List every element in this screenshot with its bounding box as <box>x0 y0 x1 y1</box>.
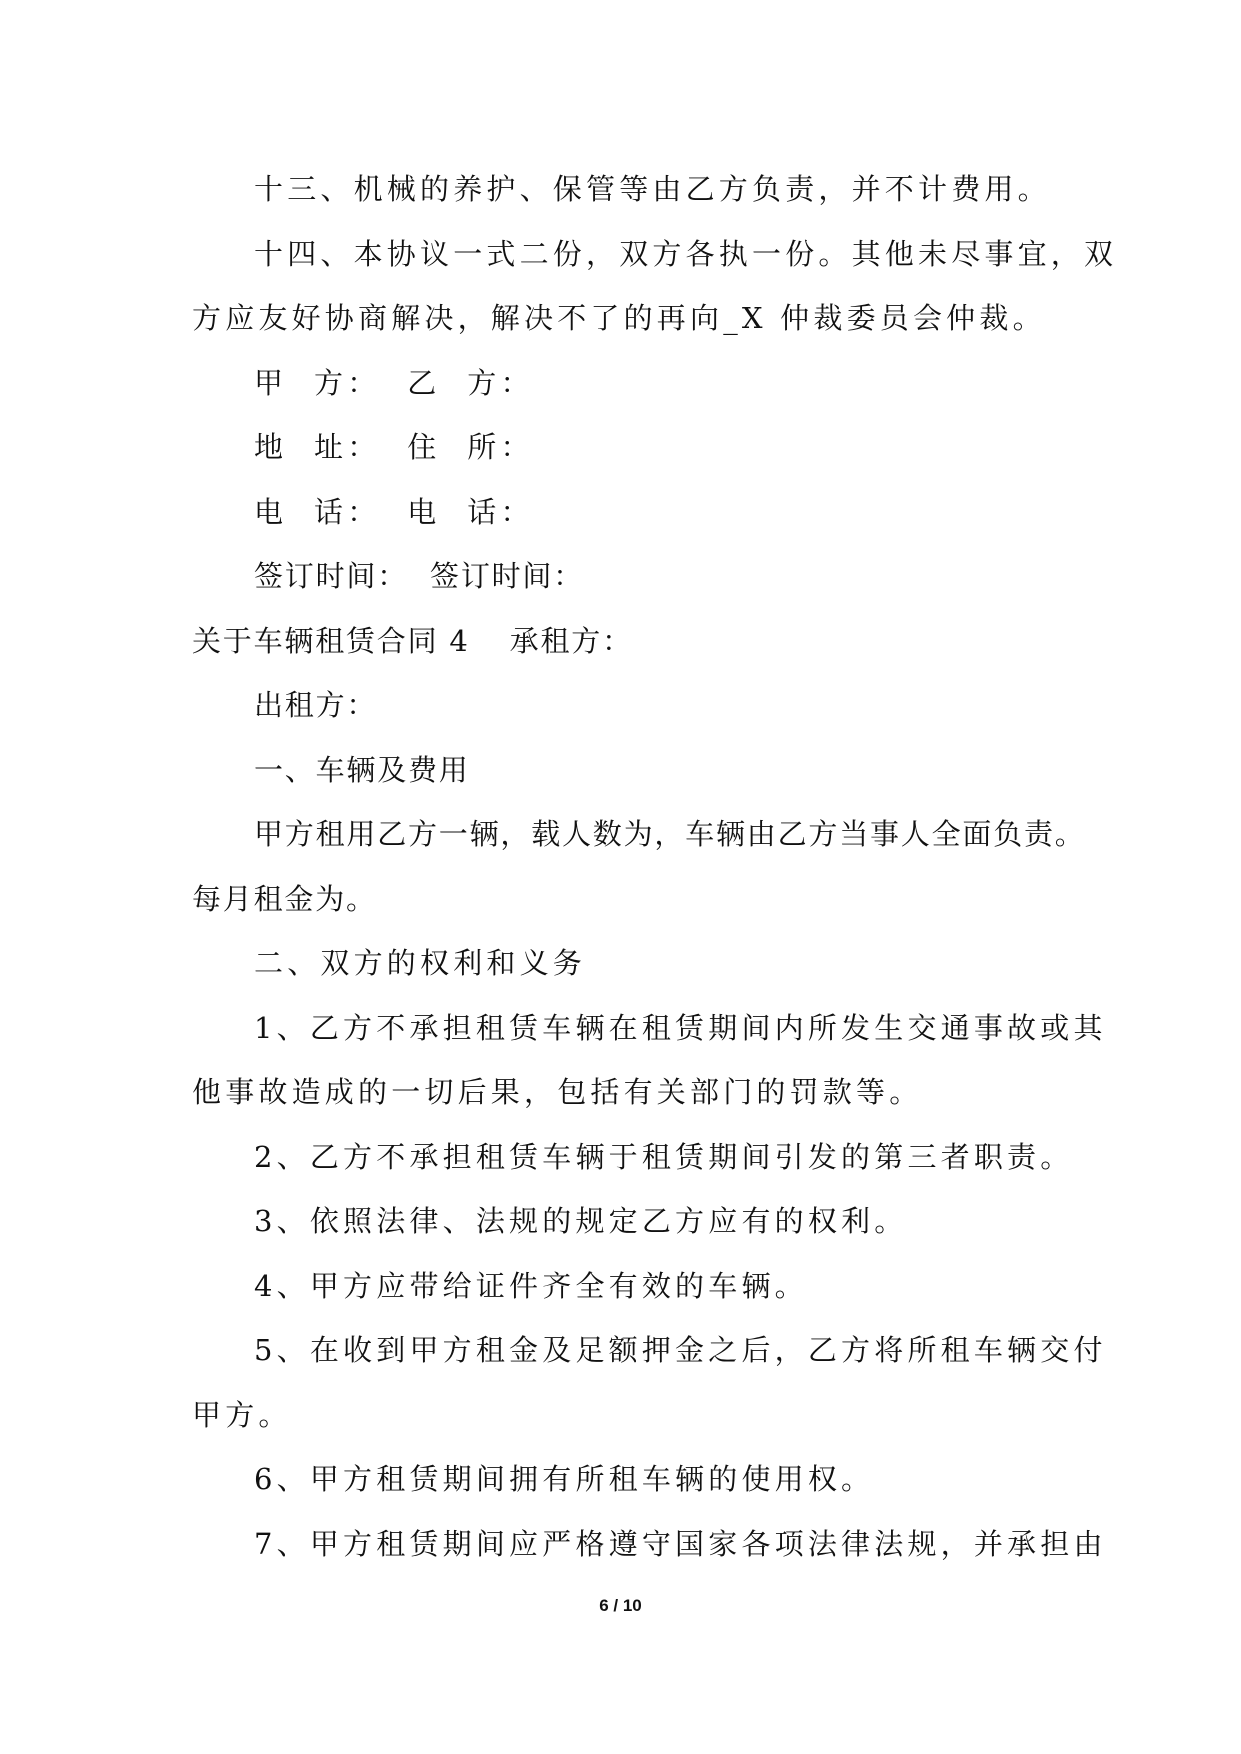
paragraph-monthly-rent: 每月租金为。 <box>192 881 377 916</box>
contract-title: 关于车辆租赁合同 4 <box>192 623 470 658</box>
clause-6: 6、甲方租赁期间拥有所租车辆的使用权。 <box>254 1462 875 1496</box>
paragraph-item-14-line2: 方应友好协商解决，解决不了的再向_X 仲裁委员会仲裁。 <box>192 301 1046 335</box>
signature-address-line: 地 址： 住 所： <box>254 430 534 464</box>
signature-date-line: 签订时间： 签订时间： <box>254 559 585 593</box>
clause-3: 3、依照法律、法规的规定乙方应有的权利。 <box>254 1204 908 1238</box>
clause-1-line2: 他事故造成的一切后果，包括有关部门的罚款等。 <box>192 1075 923 1109</box>
page-number: 6 / 10 <box>599 1596 642 1615</box>
lessor-label: 出租方： <box>254 688 378 722</box>
paragraph-vehicle-terms: 甲方租用乙方一辆，载人数为，车辆由乙方当事人全面负责。 <box>254 817 1086 851</box>
clause-7-line1: 7、甲方租赁期间应严格遵守国家各项法律法规，并承担由 <box>254 1526 1107 1561</box>
paragraph-item-14-line1: 十四、本协议一式二份，双方各执一份。其他未尽事宜，双 <box>254 236 1118 271</box>
signature-phone-line: 电 话： 电 话： <box>254 494 534 529</box>
clause-5-line1: 5、在收到甲方租金及足额押金之后，乙方将所租车辆交付 <box>254 1333 1107 1367</box>
clause-4: 4、甲方应带给证件齐全有效的车辆。 <box>254 1268 808 1303</box>
clause-2: 2、乙方不承担租赁车辆于租赁期间引发的第三者职责。 <box>254 1139 1074 1174</box>
clause-5-line2: 甲方。 <box>192 1397 292 1432</box>
section-heading-rights-duties: 二、双方的权利和义务 <box>254 946 587 980</box>
lessee-label: 承租方： <box>509 623 633 658</box>
contract-heading <box>192 609 1062 674</box>
section-heading-vehicle-fees: 一、车辆及费用 <box>254 752 470 787</box>
clause-1-line1: 1、乙方不承担租赁车辆在租赁期间内所发生交通事故或其 <box>254 1010 1107 1045</box>
signature-party-line: 甲 方： 乙 方： <box>254 365 534 400</box>
paragraph-item-13: 十三、机械的养护、保管等由乙方负责，并不计费用。 <box>254 172 1051 206</box>
document-body <box>192 157 1118 1576</box>
